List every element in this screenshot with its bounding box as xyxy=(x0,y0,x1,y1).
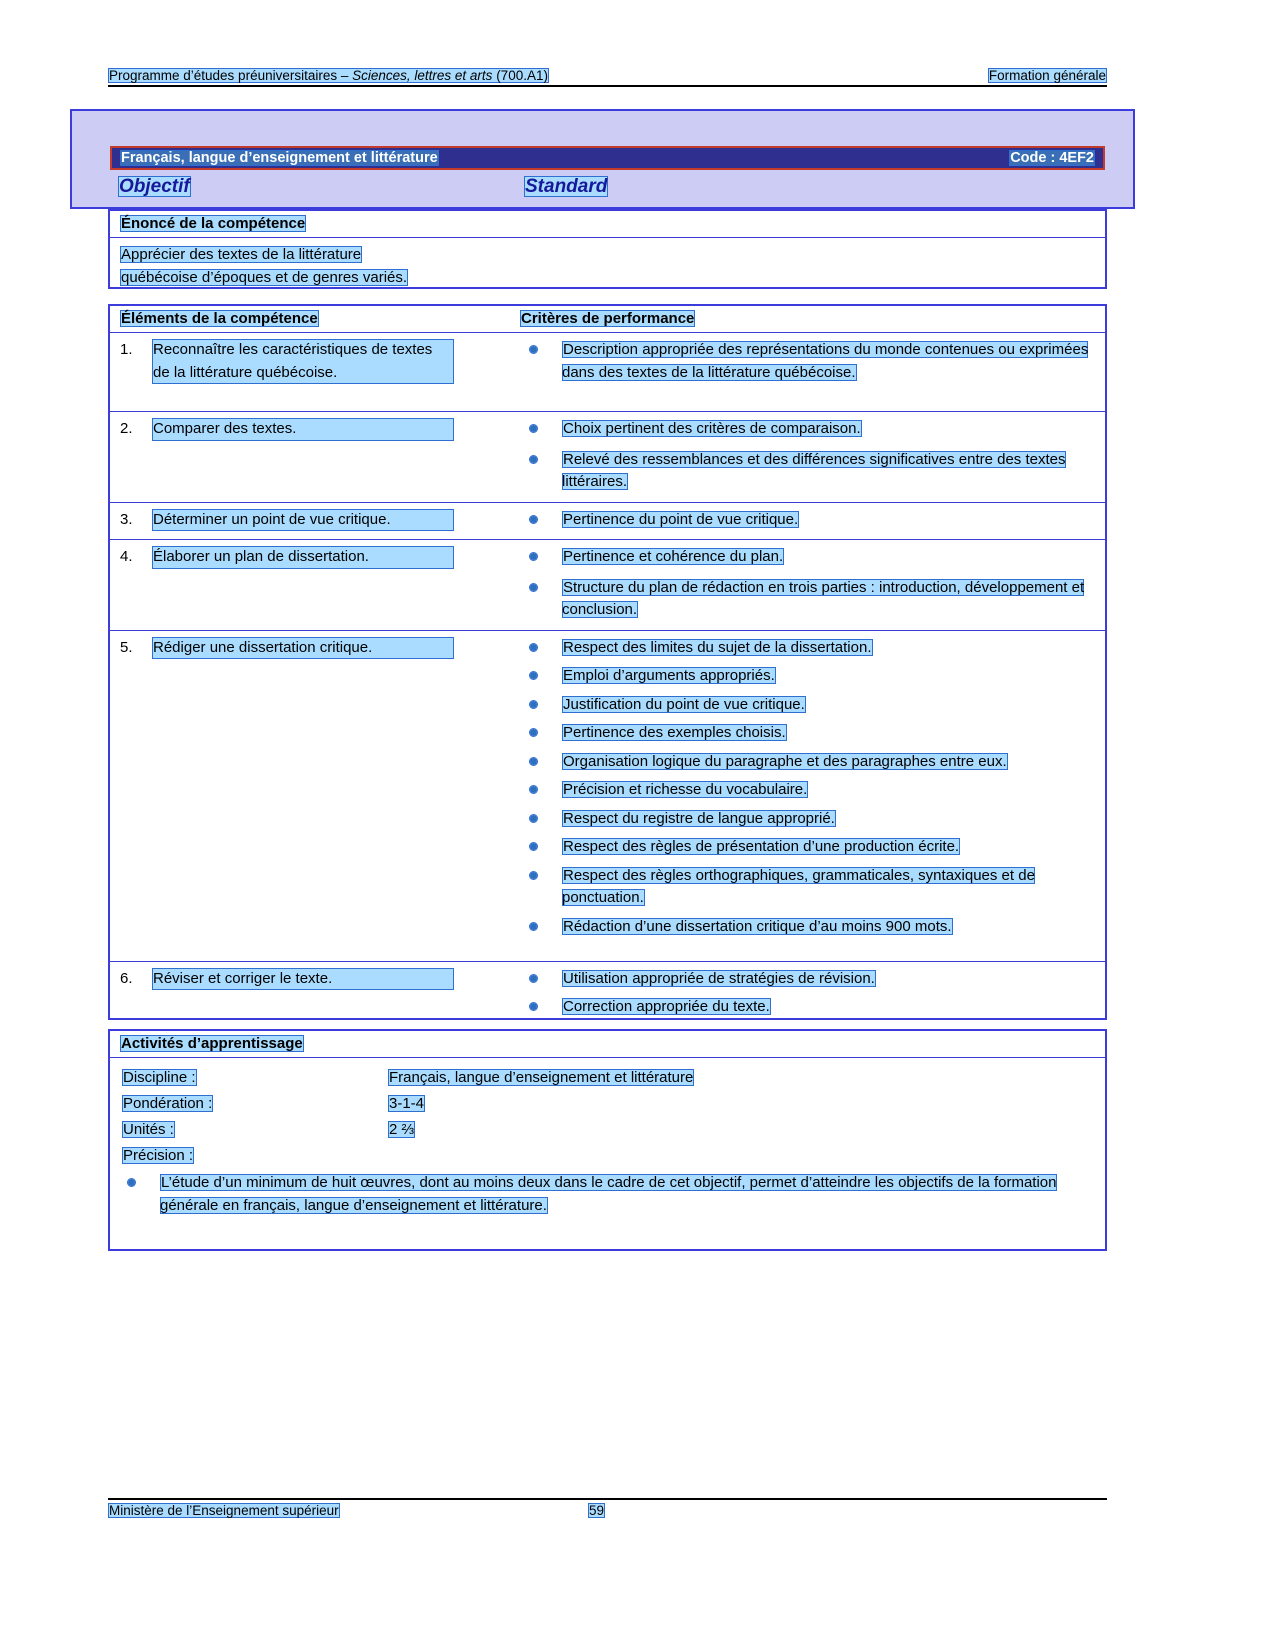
competence-element xyxy=(110,631,518,666)
bullet-icon xyxy=(530,923,537,930)
competence-criteria-list xyxy=(518,333,1105,392)
enonce-header-row xyxy=(110,211,1105,238)
competence-criteria-list xyxy=(518,540,1105,630)
competence-element-text: Déterminer un point de vue critique. xyxy=(152,509,454,532)
unites-line xyxy=(120,1116,1095,1142)
competence-row xyxy=(110,631,1105,962)
competence-element xyxy=(110,503,518,538)
criterion: Emploi d’arguments appropriés. xyxy=(518,665,1095,688)
competence-row xyxy=(110,540,1105,631)
competence-number: 6. xyxy=(120,969,133,987)
criterion: Correction appropriée du texte. xyxy=(518,996,1095,1019)
page-footer xyxy=(108,1498,1107,1518)
criterion: Respect des règles orthographiques, grammaticales, syntaxiques et de ponctuation. xyxy=(518,865,1095,910)
course-code: Code : 4EF2 xyxy=(1010,150,1094,166)
header-left-italic: Sciences, lettres et arts xyxy=(352,68,493,83)
header-left-plain: Programme d’études préuniversitaires – xyxy=(109,68,353,83)
criterion: Respect des limites du sujet de la dissertation. xyxy=(518,637,1095,660)
criterion: Organisation logique du paragraphe et des paragraphes entre eux. xyxy=(518,751,1095,774)
bullet-icon xyxy=(530,553,537,560)
precision-line xyxy=(120,1142,1095,1168)
bullet-icon xyxy=(530,346,537,353)
bullet-icon xyxy=(530,758,537,765)
discipline-value: Français, langue d’enseignement et littérature xyxy=(389,1069,694,1086)
competence-row xyxy=(110,412,1105,503)
footer-page-number: 59 xyxy=(589,1503,605,1518)
bullet-icon xyxy=(530,843,537,850)
criterion: Pertinence du point de vue critique. xyxy=(518,509,1095,532)
competence-row xyxy=(110,333,1105,412)
activites-heading: Activités d’apprentissage xyxy=(121,1035,303,1052)
activites-header-row xyxy=(110,1031,1105,1058)
activites-body xyxy=(110,1058,1105,1223)
enonce-block xyxy=(108,209,1107,289)
competence-element-text: Rédiger une dissertation critique. xyxy=(152,637,454,660)
discipline-line xyxy=(120,1064,1095,1090)
criteres-column-header: Critères de performance xyxy=(521,310,695,327)
bullet-icon xyxy=(530,872,537,879)
competence-number: 1. xyxy=(120,341,133,358)
bullet-icon xyxy=(128,1179,135,1186)
criterion: Respect du registre de langue approprié. xyxy=(518,808,1095,831)
competence-number: 3. xyxy=(120,510,133,528)
bullet-icon xyxy=(530,975,537,982)
precision-label: Précision : xyxy=(123,1147,194,1164)
competence-element xyxy=(110,333,518,390)
enonce-line-2: québécoise d’époques et de genres variés. xyxy=(121,268,408,286)
enonce-heading: Énoncé de la compétence xyxy=(121,215,306,232)
bullet-icon xyxy=(530,1003,537,1010)
enonce-line-1: Apprécier des textes de la littérature xyxy=(121,246,362,263)
ponderation-line xyxy=(120,1090,1095,1116)
criterion: Respect des règles de présentation d’une production écrite. xyxy=(518,836,1095,859)
precision-note: L’étude d’un minimum de huit œuvres, dont au moins deux dans le cadre de cet objectif, permet d’atteindre les objectifs de la formation générale en français, langue d’enseignement et littérature. xyxy=(120,1172,1095,1217)
objectif-heading: Objectif xyxy=(119,176,190,197)
header-left-code: (700.A1) xyxy=(492,68,548,83)
competence-criteria-list xyxy=(518,962,1105,1027)
bullet-icon xyxy=(530,644,537,651)
competence-number: 5. xyxy=(120,638,133,656)
competence-element xyxy=(110,412,518,447)
bullet-icon xyxy=(530,584,537,591)
bullet-icon xyxy=(530,672,537,679)
competence-block xyxy=(108,304,1107,1020)
competence-header-row xyxy=(110,306,1105,333)
discipline-label: Discipline : xyxy=(123,1069,196,1086)
criterion: Précision et richesse du vocabulaire. xyxy=(518,779,1095,802)
criterion: Pertinence et cohérence du plan. xyxy=(518,546,1095,569)
header-left xyxy=(108,68,549,83)
bullet-icon xyxy=(530,425,537,432)
bullet-icon xyxy=(530,815,537,822)
enonce-body xyxy=(110,238,1105,293)
course-title-bar xyxy=(110,146,1105,170)
criterion: Relevé des ressemblances et des différences significatives entre des textes littéraires. xyxy=(518,449,1095,494)
standard-heading: Standard xyxy=(525,176,608,197)
unites-label: Unités : xyxy=(123,1121,174,1138)
competence-row xyxy=(110,962,1105,1027)
competence-element-text: Comparer des textes. xyxy=(152,418,454,441)
bullet-icon xyxy=(530,701,537,708)
course-title: Français, langue d’enseignement et littérature xyxy=(121,150,438,166)
criterion: Justification du point de vue critique. xyxy=(518,694,1095,717)
footer-ministry: Ministère de l’Enseignement supérieur xyxy=(109,1503,339,1518)
header-right xyxy=(988,68,1107,83)
bullet-icon xyxy=(530,729,537,736)
criterion: Pertinence des exemples choisis. xyxy=(518,722,1095,745)
competence-element-text: Élaborer un plan de dissertation. xyxy=(152,546,454,569)
competence-number: 2. xyxy=(120,420,133,437)
header-right-label: Formation générale xyxy=(988,68,1106,83)
criterion: Utilisation appropriée de stratégies de révision. xyxy=(518,968,1095,991)
activites-block xyxy=(108,1029,1107,1251)
competence-criteria-list xyxy=(518,503,1105,540)
column-headings xyxy=(112,176,1107,204)
competence-number: 4. xyxy=(120,548,133,565)
competence-criteria-list xyxy=(518,631,1105,947)
competence-element-text: Reconnaître les caractéristiques de textes de la littérature québécoise. xyxy=(152,339,454,384)
criterion: Rédaction d’une dissertation critique d’au moins 900 mots. xyxy=(518,916,1095,939)
competence-element xyxy=(110,962,518,997)
competence-criteria-list xyxy=(518,412,1105,502)
bullet-icon xyxy=(530,456,537,463)
competence-element xyxy=(110,540,518,575)
bullet-icon xyxy=(530,516,537,523)
criterion: Description appropriée des représentations du monde contenues ou exprimées dans des textes de la littérature québécoise. xyxy=(518,339,1095,384)
competence-element-text: Réviser et corriger le texte. xyxy=(152,968,454,991)
criterion: Choix pertinent des critères de comparaison. xyxy=(518,418,1095,441)
ponderation-label: Pondération : xyxy=(123,1095,213,1112)
unites-value: 2 ⅔ xyxy=(389,1121,415,1138)
criterion: Structure du plan de rédaction en trois parties : introduction, développement et conclusion. xyxy=(518,577,1095,622)
competence-row xyxy=(110,503,1105,541)
ponderation-value: 3-1-4 xyxy=(389,1095,425,1112)
elements-column-header: Éléments de la compétence xyxy=(121,310,318,327)
running-header xyxy=(108,68,1107,87)
bullet-icon xyxy=(530,786,537,793)
